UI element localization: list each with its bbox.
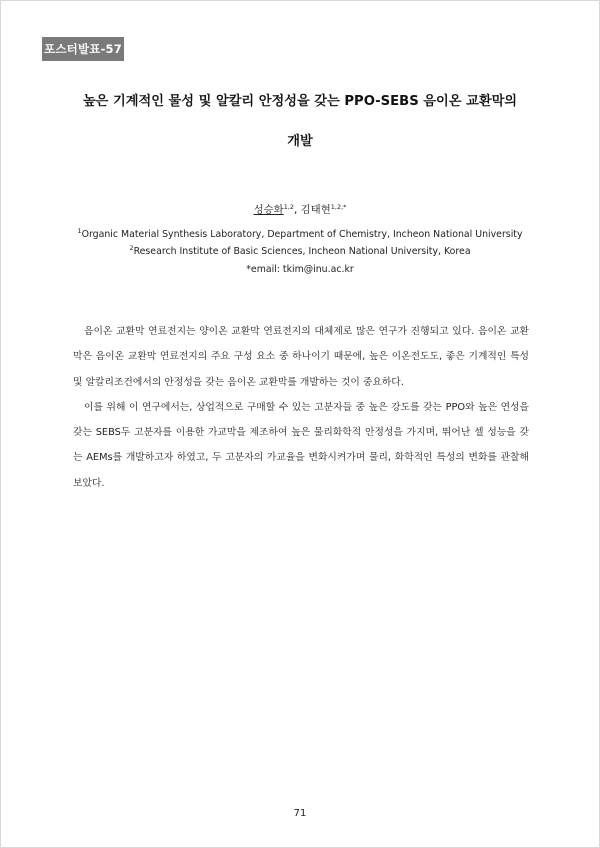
abstract-body bbox=[73, 319, 529, 496]
author-name: 김태현 bbox=[300, 204, 331, 216]
affiliation-1 bbox=[0, 229, 600, 240]
abstract-paragraph: 음이온 교환막 연료전지는 양이온 교환막 연료전지의 대체제로 많은 연구가 진행되고 있다. 음이온 교환막은 음이온 교환막 연료전지의 주요 구성 요소 중 하나이기 때문에, 높은 이온전도도, 좋은 기계적인 특성 및 알칼리조건에서의 안정성을 갖는 음이온 교환막를 개발하는 것이 중요하다. bbox=[73, 326, 529, 388]
title-line-2: 개발 bbox=[287, 134, 313, 149]
session-tag: 포스터발표-57 bbox=[42, 37, 124, 61]
affiliation-text: Organic Material Synthesis Laboratory, Department of Chemistry, Incheon National University bbox=[81, 229, 523, 240]
affiliation-text: Research Institute of Basic Sciences, Incheon National University, Korea bbox=[133, 246, 471, 257]
author-affiliation-mark: 1,2,* bbox=[330, 203, 347, 211]
page-number: 71 bbox=[293, 808, 307, 819]
author-list bbox=[0, 201, 600, 216]
contact-email: *email: tkim@inu.ac.kr bbox=[246, 264, 354, 275]
affiliation-2 bbox=[0, 246, 600, 257]
author-separator: , bbox=[294, 204, 301, 216]
title-line-1: 높은 기계적인 물성 및 알칼리 안정성을 갖는 PPO-SEBS 음이온 교환막의 bbox=[82, 94, 518, 109]
affiliation-mark: 1 bbox=[77, 227, 82, 235]
author-name: 성승화 bbox=[253, 204, 284, 216]
affiliation-mark: 2 bbox=[129, 244, 134, 252]
author-affiliation-mark: 1,2 bbox=[283, 203, 295, 211]
abstract-paragraph: 이를 위해 이 연구에서는, 상업적으로 구매할 수 있는 고분자들 중 높은 강도를 갖는 PPO와 높은 연성을 갖는 SEBS두 고분자를 이용한 가교막을 제조하여 높은 물리화학적 안정성을 가지며, 뛰어난 셀 성능을 갖는 AEMs를 개발하고자 하였고, 두 고분자의 가교율을 변화시켜가며 물리, 화학적인 특성의 변화를 관찰해보았다. bbox=[73, 401, 529, 489]
